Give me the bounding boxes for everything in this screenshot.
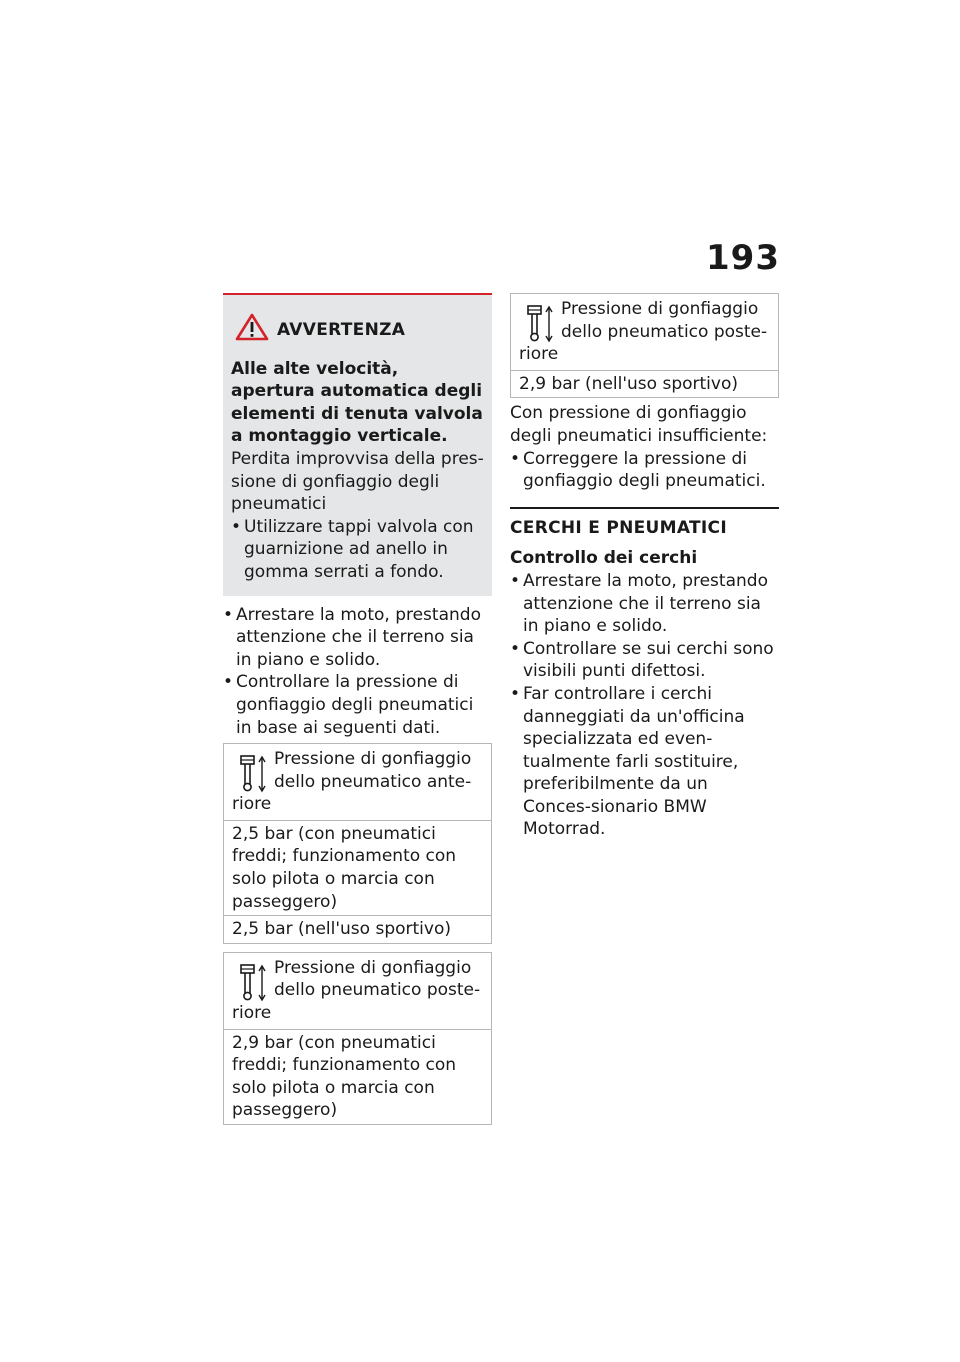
warning-headline: Alle alte velocità, apertura automatica degli elementi di tenuta valvola a montaggio verticale. (231, 358, 483, 447)
spec-value-row: 2,9 bar (nell'uso sportivo) (511, 370, 778, 398)
spec-title-tail: riore (232, 794, 272, 815)
warning-bullets (231, 516, 484, 584)
list-item: • Arrestare la moto, prestando attenzione che il terreno sia in piano e solido. (510, 570, 779, 638)
spec-title-rest-indented: dello pneumatico poste- (561, 321, 768, 342)
spec-value-row: 2,9 bar (con pneumatici freddi; funzionamento con solo pilota o marcia con passeggero) (224, 1029, 491, 1124)
spec-title-tail: riore (232, 1003, 272, 1024)
rims-bullet-list (510, 570, 779, 841)
warning-text: Perdita improvvisa della pres-sione di gonfiaggio degli pneumatici (231, 448, 484, 515)
tire-pressure-gauge-icon (238, 754, 268, 801)
list-item: • Far controllare i cerchi danneggiati da un'officina specializzata ed even-tualmente farli sostituire, preferibilmente da un Conces-sionario BMW Motorrad. (510, 683, 779, 841)
section-title: CERCHI E PNEUMATICI (510, 517, 727, 538)
spec-title-tail: riore (519, 344, 559, 365)
spec-title-first: Pressione di gonfiaggio (561, 299, 759, 319)
intro-bullet-list (510, 448, 779, 493)
page-number: 193 (706, 238, 780, 278)
tire-pressure-gauge-icon (525, 304, 555, 351)
warning-bullet: • Utilizzare tappi valvola con guarnizione ad anello in gomma serrati a fondo. (231, 516, 484, 584)
spec-value-row: 2,5 bar (nell'uso sportivo) (224, 915, 491, 943)
list-item: • Arrestare la moto, prestando attenzione che il terreno sia in piano e solido. (223, 604, 492, 672)
spec-title-rest-indented: dello pneumatico poste- (274, 980, 481, 1001)
spec-title-first: Pressione di gonfiaggio (274, 749, 472, 770)
sub-title: Controllo dei cerchi (510, 548, 698, 569)
warning-triangle-icon (235, 313, 269, 348)
front-tire-pressure-table (223, 743, 492, 944)
warning-title: AVVERTENZA (277, 320, 406, 340)
spec-title-rest-indented: dello pneumatico ante- (274, 771, 472, 792)
spec-value-row: 2,5 bar (con pneumatici freddi; funzionamento con solo pilota o marcia con passeggero) (224, 820, 491, 915)
rear-tire-pressure-table (223, 952, 492, 1125)
warning-box (223, 293, 492, 596)
right-column (510, 293, 779, 841)
section-divider (510, 507, 779, 509)
left-bullet-list (223, 604, 492, 740)
tire-pressure-gauge-icon (238, 963, 268, 1010)
list-item: • Controllare la pressione di gonfiaggio degli pneumatici in base ai seguenti dati. (223, 671, 492, 739)
intro-text: Con pressione di gonfiaggio degli pneumatici insufficiente: (510, 403, 768, 446)
spec-header (224, 744, 491, 820)
spec-header (511, 294, 778, 370)
spec-title-first: Pressione di gonfiaggio (274, 957, 472, 978)
warning-header (231, 313, 484, 348)
list-item: • Controllare se sui cerchi sono visibili punti difettosi. (510, 638, 779, 683)
rear-tire-pressure-sport-table (510, 293, 779, 398)
left-column (223, 293, 492, 1125)
list-item: • Correggere la pressione di gonfiaggio degli pneumatici. (510, 448, 779, 493)
spec-header (224, 953, 491, 1029)
